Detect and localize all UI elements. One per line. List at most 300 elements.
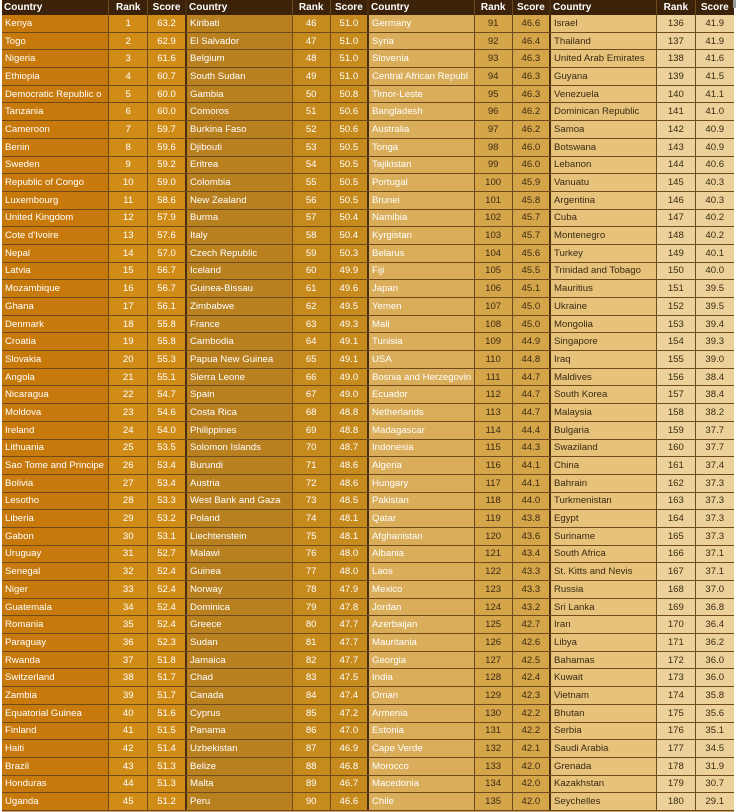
rank-cell: 164 — [657, 510, 695, 527]
rank-cell: 83 — [293, 669, 331, 686]
rank-cell: 23 — [109, 404, 148, 421]
rank-cell: 167 — [657, 563, 695, 580]
table-row — [551, 245, 734, 263]
country-cell: Jordan — [369, 599, 475, 616]
score-cell: 47.2 — [331, 705, 369, 722]
country-cell: Kuwait — [551, 669, 657, 686]
table-row — [2, 599, 187, 617]
score-cell: 37.1 — [696, 563, 734, 580]
header-score: Score — [148, 0, 187, 15]
score-cell: 51.7 — [148, 687, 187, 704]
country-cell: Senegal — [2, 563, 109, 580]
score-cell: 40.0 — [696, 263, 734, 280]
score-cell: 37.0 — [696, 581, 734, 598]
score-cell: 52.4 — [148, 581, 187, 598]
table-row — [551, 440, 734, 458]
table-row — [187, 280, 369, 298]
country-cell: Malta — [187, 776, 293, 793]
table-row — [187, 528, 369, 546]
table-row — [187, 669, 369, 687]
table-row — [2, 68, 187, 86]
table-row — [551, 121, 734, 139]
rank-cell: 89 — [293, 776, 331, 793]
country-cell: Cambodia — [187, 333, 293, 350]
table-row — [187, 404, 369, 422]
score-cell: 44.7 — [513, 369, 551, 386]
score-cell: 46.3 — [513, 50, 551, 67]
score-cell: 46.3 — [513, 68, 551, 85]
score-cell: 45.9 — [513, 174, 551, 191]
rank-cell: 88 — [293, 758, 331, 775]
score-cell: 48.0 — [331, 546, 369, 563]
table-row — [2, 705, 187, 723]
rank-cell: 36 — [109, 634, 148, 651]
country-cell: Ethiopia — [2, 68, 109, 85]
table-row — [551, 68, 734, 86]
score-cell: 50.5 — [331, 157, 369, 174]
header-rank: Rank — [475, 0, 513, 15]
country-cell: Kenya — [2, 15, 109, 32]
country-cell: Czech Republic — [187, 245, 293, 262]
table-row — [2, 86, 187, 104]
score-cell: 30.7 — [696, 776, 734, 793]
rank-cell: 64 — [293, 333, 331, 350]
score-cell: 36.0 — [696, 652, 734, 669]
country-cell: Togo — [2, 33, 109, 50]
rank-cell: 34 — [109, 599, 148, 616]
table-row — [551, 280, 734, 298]
score-cell: 38.2 — [696, 404, 734, 421]
rank-cell: 159 — [657, 422, 695, 439]
country-cell: South Korea — [551, 386, 657, 403]
country-cell: Democratic Republic o — [2, 86, 109, 103]
table-row — [551, 563, 734, 581]
table-row — [551, 723, 734, 741]
score-cell: 49.1 — [331, 351, 369, 368]
rank-cell: 45 — [109, 793, 148, 810]
rank-cell: 95 — [475, 86, 513, 103]
score-cell: 51.6 — [148, 705, 187, 722]
rank-cell: 177 — [657, 740, 695, 757]
country-cell: Paraguay — [2, 634, 109, 651]
score-cell: 60.0 — [148, 86, 187, 103]
country-cell: Solomon Islands — [187, 440, 293, 457]
country-cell: Timor-Leste — [369, 86, 475, 103]
rank-cell: 50 — [293, 86, 331, 103]
country-cell: Liberia — [2, 510, 109, 527]
rank-cell: 1 — [109, 15, 148, 32]
table-row — [369, 333, 551, 351]
table-row — [551, 139, 734, 157]
rank-cell: 98 — [475, 139, 513, 156]
rank-cell: 20 — [109, 351, 148, 368]
rank-cell: 123 — [475, 581, 513, 598]
table-header — [551, 0, 734, 15]
score-cell: 46.4 — [513, 33, 551, 50]
score-cell: 53.1 — [148, 528, 187, 545]
country-cell: Portugal — [369, 174, 475, 191]
country-cell: Sierra Leone — [187, 369, 293, 386]
score-cell: 51.3 — [148, 776, 187, 793]
rank-cell: 21 — [109, 369, 148, 386]
country-cell: Egypt — [551, 510, 657, 527]
country-cell: Algeria — [369, 457, 475, 474]
header-score: Score — [513, 0, 551, 15]
score-cell: 37.3 — [696, 475, 734, 492]
rank-cell: 117 — [475, 475, 513, 492]
score-cell: 40.9 — [696, 139, 734, 156]
rank-cell: 47 — [293, 33, 331, 50]
score-cell: 52.7 — [148, 546, 187, 563]
country-cell: Estonia — [369, 723, 475, 740]
table-row — [2, 333, 187, 351]
country-cell: Mali — [369, 316, 475, 333]
country-cell: France — [187, 316, 293, 333]
table-row — [2, 563, 187, 581]
country-cell: Bhutan — [551, 705, 657, 722]
score-cell: 39.4 — [696, 316, 734, 333]
table-row — [369, 50, 551, 68]
table-row — [551, 174, 734, 192]
country-cell: Central African Republ — [369, 68, 475, 85]
country-cell: Namibia — [369, 210, 475, 227]
rank-cell: 18 — [109, 316, 148, 333]
table-row — [187, 776, 369, 794]
table-row — [369, 298, 551, 316]
country-cell: Brazil — [2, 758, 109, 775]
rank-cell: 25 — [109, 440, 148, 457]
table-row — [369, 386, 551, 404]
rank-cell: 135 — [475, 793, 513, 810]
score-cell: 38.4 — [696, 386, 734, 403]
table-row — [551, 776, 734, 794]
score-cell: 36.2 — [696, 634, 734, 651]
country-cell: Gambia — [187, 86, 293, 103]
country-cell: Macedonia — [369, 776, 475, 793]
table-row — [369, 422, 551, 440]
country-cell: Luxembourg — [2, 192, 109, 209]
score-cell: 51.5 — [148, 723, 187, 740]
score-cell: 46.6 — [331, 793, 369, 810]
table-row — [187, 705, 369, 723]
score-cell: 53.3 — [148, 493, 187, 510]
country-cell: Mauritania — [369, 634, 475, 651]
score-cell: 50.6 — [331, 121, 369, 138]
score-cell: 50.4 — [331, 227, 369, 244]
table-row — [187, 210, 369, 228]
country-cell: Seychelles — [551, 793, 657, 810]
score-cell: 47.5 — [331, 669, 369, 686]
rank-cell: 32 — [109, 563, 148, 580]
country-cell: United Arab Emirates — [551, 50, 657, 67]
rank-cell: 112 — [475, 386, 513, 403]
country-cell: West Bank and Gaza — [187, 493, 293, 510]
header-country: Country — [369, 0, 475, 15]
rank-cell: 51 — [293, 103, 331, 120]
score-cell: 39.5 — [696, 298, 734, 315]
rank-cell: 156 — [657, 369, 695, 386]
rank-cell: 147 — [657, 210, 695, 227]
country-cell: Chile — [369, 793, 475, 810]
score-cell: 42.2 — [513, 723, 551, 740]
rank-cell: 93 — [475, 50, 513, 67]
rank-cell: 96 — [475, 103, 513, 120]
score-cell: 48.0 — [331, 563, 369, 580]
country-cell: Gabon — [2, 528, 109, 545]
rank-cell: 132 — [475, 740, 513, 757]
table-row — [369, 404, 551, 422]
table-row — [551, 298, 734, 316]
country-cell: Trinidad and Tobago — [551, 263, 657, 280]
rank-cell: 171 — [657, 634, 695, 651]
country-cell: Nigeria — [2, 50, 109, 67]
table-row — [551, 493, 734, 511]
country-cell: Poland — [187, 510, 293, 527]
rank-cell: 137 — [657, 33, 695, 50]
score-cell: 43.8 — [513, 510, 551, 527]
country-cell: Saudi Arabia — [551, 740, 657, 757]
score-cell: 40.1 — [696, 245, 734, 262]
score-cell: 49.0 — [331, 369, 369, 386]
score-cell: 43.4 — [513, 546, 551, 563]
country-cell: Kazakhstan — [551, 776, 657, 793]
score-cell: 42.7 — [513, 616, 551, 633]
rank-cell: 99 — [475, 157, 513, 174]
table-row — [187, 192, 369, 210]
rank-cell: 138 — [657, 50, 695, 67]
rank-cell: 106 — [475, 280, 513, 297]
table-row — [187, 493, 369, 511]
score-cell: 49.6 — [331, 280, 369, 297]
rank-cell: 41 — [109, 723, 148, 740]
country-cell: Iceland — [187, 263, 293, 280]
score-cell: 55.1 — [148, 369, 187, 386]
score-cell: 52.4 — [148, 599, 187, 616]
country-cell: Grenada — [551, 758, 657, 775]
country-cell: Belgium — [187, 50, 293, 67]
score-cell: 44.4 — [513, 422, 551, 439]
score-cell: 48.5 — [331, 493, 369, 510]
rank-cell: 119 — [475, 510, 513, 527]
table-row — [187, 139, 369, 157]
rank-cell: 94 — [475, 68, 513, 85]
rank-cell: 127 — [475, 652, 513, 669]
table-row — [551, 15, 734, 33]
country-cell: Uganda — [2, 793, 109, 810]
table-row — [2, 546, 187, 564]
table-row — [187, 616, 369, 634]
score-cell: 53.4 — [148, 457, 187, 474]
rank-cell: 109 — [475, 333, 513, 350]
country-cell: Mexico — [369, 581, 475, 598]
rank-cell: 126 — [475, 634, 513, 651]
score-cell: 54.6 — [148, 404, 187, 421]
table-row — [2, 369, 187, 387]
country-cell: Uruguay — [2, 546, 109, 563]
country-cell: Venezuela — [551, 86, 657, 103]
table-row — [2, 50, 187, 68]
rank-cell: 16 — [109, 280, 148, 297]
table-row — [369, 33, 551, 51]
table-row — [187, 50, 369, 68]
table-row — [2, 351, 187, 369]
table-row — [551, 740, 734, 758]
country-cell: Croatia — [2, 333, 109, 350]
table-row — [187, 227, 369, 245]
country-cell: Cape Verde — [369, 740, 475, 757]
score-cell: 50.5 — [331, 139, 369, 156]
score-cell: 43.2 — [513, 599, 551, 616]
header-rank: Rank — [293, 0, 331, 15]
score-cell: 42.0 — [513, 776, 551, 793]
score-cell: 42.1 — [513, 740, 551, 757]
table-row — [2, 475, 187, 493]
country-cell: Nicaragua — [2, 386, 109, 403]
table-row — [369, 192, 551, 210]
table-row — [2, 227, 187, 245]
country-cell: Indonesia — [369, 440, 475, 457]
table-row — [187, 510, 369, 528]
rank-cell: 131 — [475, 723, 513, 740]
score-cell: 37.7 — [696, 422, 734, 439]
table-row — [2, 457, 187, 475]
rank-cell: 17 — [109, 298, 148, 315]
table-row — [2, 740, 187, 758]
score-cell: 56.1 — [148, 298, 187, 315]
rank-cell: 42 — [109, 740, 148, 757]
score-cell: 63.2 — [148, 15, 187, 32]
table-row — [2, 776, 187, 794]
country-cell: Peru — [187, 793, 293, 810]
rank-cell: 46 — [293, 15, 331, 32]
score-cell: 55.3 — [148, 351, 187, 368]
score-cell: 48.8 — [331, 404, 369, 421]
country-cell: Dominican Republic — [551, 103, 657, 120]
country-cell: Oman — [369, 687, 475, 704]
country-cell: Greece — [187, 616, 293, 633]
rank-cell: 12 — [109, 210, 148, 227]
rank-cell: 128 — [475, 669, 513, 686]
rank-cell: 104 — [475, 245, 513, 262]
score-cell: 38.4 — [696, 369, 734, 386]
country-cell: Republic of Congo — [2, 174, 109, 191]
table-row — [369, 86, 551, 104]
country-cell: Denmark — [2, 316, 109, 333]
score-cell: 40.2 — [696, 210, 734, 227]
table-row — [369, 316, 551, 334]
country-cell: Canada — [187, 687, 293, 704]
rank-cell: 111 — [475, 369, 513, 386]
table-row — [2, 139, 187, 157]
rank-cell: 13 — [109, 227, 148, 244]
country-cell: Eritrea — [187, 157, 293, 174]
score-cell: 31.9 — [696, 758, 734, 775]
country-cell: Latvia — [2, 263, 109, 280]
rank-cell: 140 — [657, 86, 695, 103]
header-country: Country — [187, 0, 293, 15]
table-row — [369, 723, 551, 741]
country-cell: Qatar — [369, 510, 475, 527]
table-row — [2, 652, 187, 670]
country-cell: Yemen — [369, 298, 475, 315]
table-row — [551, 705, 734, 723]
table-row — [551, 333, 734, 351]
rank-cell: 145 — [657, 174, 695, 191]
country-cell: Moldova — [2, 404, 109, 421]
table-row — [2, 280, 187, 298]
header-score: Score — [700, 2, 729, 13]
rank-cell: 103 — [475, 227, 513, 244]
country-cell: Bahamas — [551, 652, 657, 669]
table-row — [2, 316, 187, 334]
country-cell: Iran — [551, 616, 657, 633]
country-cell: Ecuador — [369, 386, 475, 403]
table-row — [551, 386, 734, 404]
country-cell: Guinea-Bissau — [187, 280, 293, 297]
table-row — [187, 440, 369, 458]
table-row — [551, 528, 734, 546]
table-row — [369, 174, 551, 192]
country-cell: Tajikistan — [369, 157, 475, 174]
country-cell: Bulgaria — [551, 422, 657, 439]
country-cell: Sri Lanka — [551, 599, 657, 616]
rank-cell: 110 — [475, 351, 513, 368]
score-cell: 39.3 — [696, 333, 734, 350]
rank-cell: 121 — [475, 546, 513, 563]
rank-cell: 29 — [109, 510, 148, 527]
rank-cell: 48 — [293, 50, 331, 67]
header-score: Score — [331, 0, 369, 15]
country-cell: New Zealand — [187, 192, 293, 209]
country-cell: Jamaica — [187, 652, 293, 669]
country-cell: United Kingdom — [2, 210, 109, 227]
table-row — [369, 705, 551, 723]
score-cell: 47.4 — [331, 687, 369, 704]
table-row — [2, 581, 187, 599]
rank-cell: 157 — [657, 386, 695, 403]
score-cell: 45.0 — [513, 298, 551, 315]
table-row — [187, 386, 369, 404]
country-cell: Ukraine — [551, 298, 657, 315]
rank-cell: 173 — [657, 669, 695, 686]
table-row — [369, 15, 551, 33]
table-row — [369, 563, 551, 581]
rank-cell: 49 — [293, 68, 331, 85]
table-row — [551, 457, 734, 475]
rank-cell: 136 — [657, 15, 695, 32]
score-cell: 42.0 — [513, 793, 551, 810]
score-cell: 50.6 — [331, 103, 369, 120]
table-row — [369, 493, 551, 511]
rank-cell: 38 — [109, 669, 148, 686]
table-row — [187, 793, 369, 811]
country-cell: Norway — [187, 581, 293, 598]
score-cell: 47.0 — [331, 723, 369, 740]
country-cell: Mozambique — [2, 280, 109, 297]
country-cell: Guyana — [551, 68, 657, 85]
table-row — [2, 669, 187, 687]
rank-cell: 115 — [475, 440, 513, 457]
table-row — [369, 369, 551, 387]
country-cell: Mauritius — [551, 280, 657, 297]
table-row — [551, 634, 734, 652]
country-cell: Angola — [2, 369, 109, 386]
score-cell: 42.3 — [513, 687, 551, 704]
score-cell: 41.9 — [696, 33, 734, 50]
table-row — [187, 103, 369, 121]
rank-cell: 59 — [293, 245, 331, 262]
score-cell: 46.0 — [513, 139, 551, 156]
